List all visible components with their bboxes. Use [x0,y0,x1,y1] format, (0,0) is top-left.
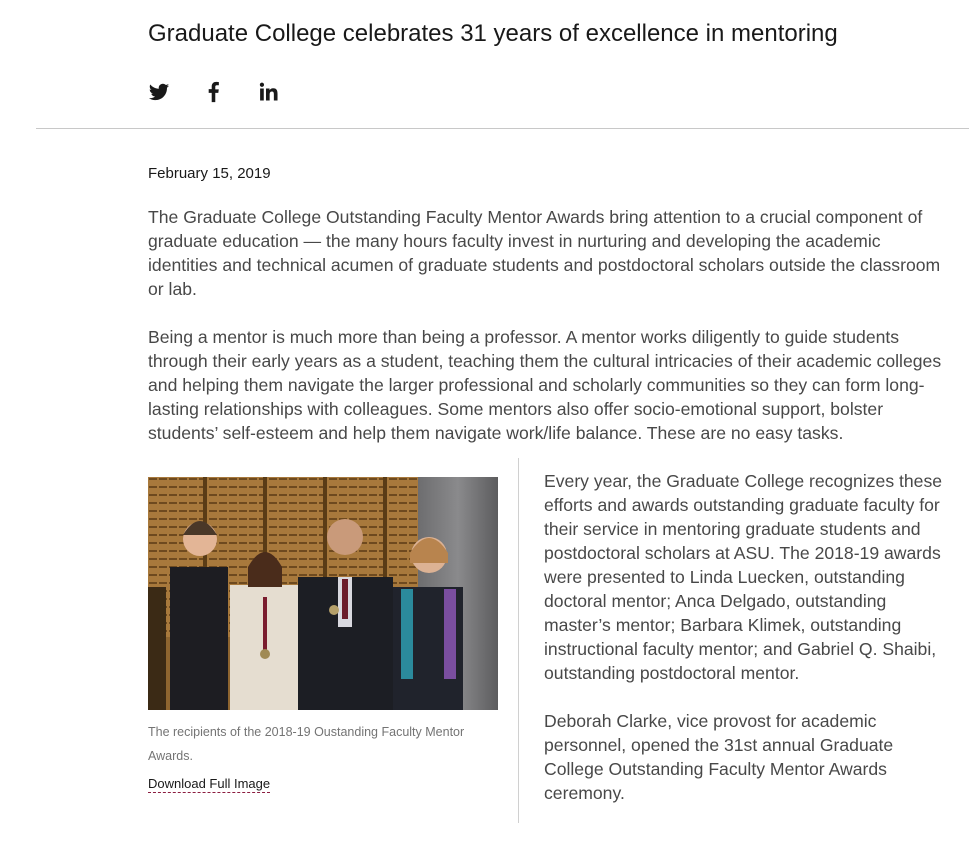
linkedin-icon[interactable] [258,81,280,103]
social-share-bar [148,81,313,103]
column-divider [518,458,519,823]
article-paragraph-4: Deborah Clarke, vice provost for academic personnel, opened the 31st annual Graduate College Outstanding Faculty Mentor Awards ceremony. [544,711,894,803]
article-paragraph-1: The Graduate College Outstanding Faculty Mentor Awards bring attention to a crucial component of graduate education — the many hours faculty invest in nurturing and developing the academic identities and technical acumen of graduate students and postdoctoral scholars outside the classroom or lab. [148,207,941,299]
article-paragraph-3: Every year, the Graduate College recognizes these efforts and awards outstanding graduate faculty for their service in mentoring graduate students and postdoctoral scholars at ASU. The 2018-19 awards were presented to Linda Luecken, outstanding doctoral mentor; Anca Delgado, outstanding master’s mentor; Barbara Klimek, outstanding instructional faculty mentor; and Gabriel Q. Shaibi, outstanding postdoctoral mentor. [544,471,943,683]
facebook-icon[interactable] [203,81,225,103]
award-recipients-photo [148,477,498,710]
twitter-icon[interactable] [148,81,170,103]
article-title: Graduate College celebrates 31 years of excellence in mentoring [148,20,838,47]
article-date: February 15, 2019 [148,165,271,182]
photo-caption: The recipients of the 2018-19 Oustanding Faculty Mentor Awards. [148,725,465,763]
header-divider [36,128,969,129]
photo-figure [148,477,498,793]
download-full-image-link[interactable]: Download Full Image [148,776,271,791]
article-paragraph-2: Being a mentor is much more than being a professor. A mentor works diligently to guide students through their early years as a student, teaching them the cultural intricacies of their academic colleges and helping them navigate the larger professional and scholarly communities so they can form long-lasting relationships with colleagues. Some mentors also offer socio-emotional support, bolster students’ self-esteem and help them navigate work/life balance. These are no easy tasks. [148,327,942,443]
article-side-column [544,469,944,829]
